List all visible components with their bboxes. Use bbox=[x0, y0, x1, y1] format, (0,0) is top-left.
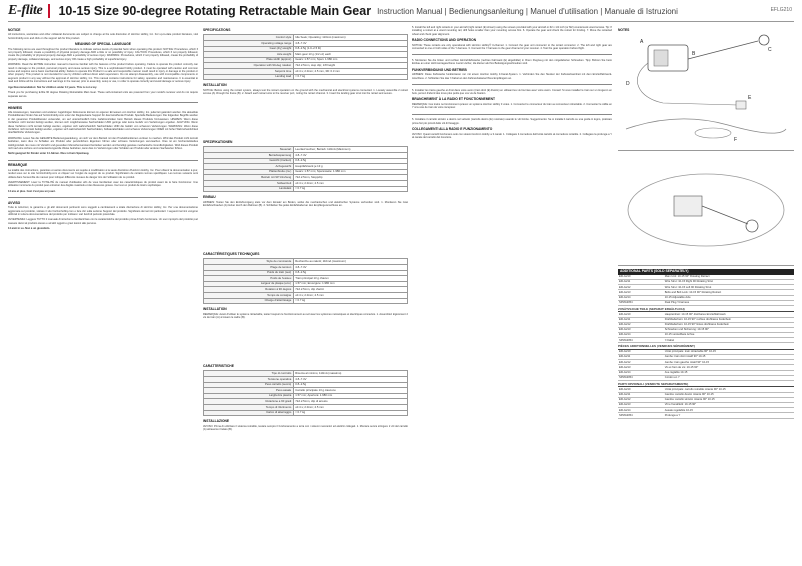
spec-value: 0.8–2.5g bbox=[293, 270, 407, 276]
spec-section-fr bbox=[203, 250, 408, 358]
header-rule bbox=[8, 21, 794, 22]
part-number: EFLG212 bbox=[618, 285, 664, 290]
notice-heading: NOTICE bbox=[8, 28, 21, 32]
spec-value: ≥0.4 s; 2.0mm; 4.5 mm bbox=[293, 180, 407, 186]
spec-value: ≥0.4 s; 2.0mm; 4.5 mm bbox=[293, 292, 407, 298]
part-description: Wire Strut: 10-15 Left 90 Rotating Strut bbox=[664, 285, 794, 290]
part-description: Unité principale: train rétractable 90° 10-15 bbox=[664, 350, 794, 355]
radio-text: NOTICE: These retracts are only operational with Horizon Hobby® 3-channel. 1. Connect the gear unit connector to the retract connector. 2. The left and right gear are connected to one or both sides of the Y-harness. 3. Connect the Y-harness to the gear channel of your receiver. 4. Test the gear operation before flight. bbox=[412, 43, 612, 51]
spec-value: ≈ 0.7 kg bbox=[293, 410, 407, 416]
spec-value: ≈ 0.7 kg bbox=[293, 74, 407, 80]
wing-outline bbox=[626, 119, 786, 133]
spec-label: Plage de tension bbox=[204, 265, 294, 271]
spec-label: Achsgewicht bbox=[204, 164, 294, 170]
column-illustrations-parts bbox=[618, 26, 794, 561]
spec-label: Operating voltage range bbox=[204, 41, 294, 47]
spec-label: Gewicht (trocken) bbox=[204, 158, 294, 164]
spec-label: Largeur de plaque (env.) bbox=[204, 281, 294, 287]
de-notice-text: Alle Anweisungen, Garantien und anderen zugehörigen Dokumente können im eigenen Ermessen von Horizon Hobby, Inc. jederzeit geändert werden. Die aktuellste Produktliteratur finden Sie auf horizonhobby.com unter der Registerkarte Support für das betreffende Produkt. Spezielle Bedeutungen: Die folgenden Begriffe werden in der gesamten Produktliteratur verwendet, um auf unterschiedlich hohe Gefahrenrisiken beim Betrieb dieses Produkts hinzuweisen. HINWEIS: Wenn diese Verfahren nicht korrekt befolgt werden, können sich möglicherweise Sachschäden UND geringe oder keine Gefahr von Verletzungen ergeben. ACHTUNG: Wenn diese Verfahren nicht korrekt befolgt werden, ergeben sich wahrscheinlich Sachschäden UND die Gefahr von schweren Verletzungen. WARNUNG: Wenn diese Verfahren nicht korrekt befolgt werden, ergeben sich wahrscheinlich Sachschäden, Kollateralschäden und schwere Verletzungen ODER mit hoher Wahrscheinlichkeit oberflächliche Verletzungen. bbox=[8, 110, 198, 135]
spec-value: Gears: 1.57 mm; Span: 1.980 mm bbox=[293, 57, 407, 63]
spec-label: Setpoint time bbox=[204, 68, 294, 74]
spec-label: Plattenbreite (ca.) bbox=[204, 169, 294, 175]
spec-value: Recherche au ralenti; 110mA (maximum) bbox=[293, 259, 407, 265]
parts-table-de bbox=[618, 312, 794, 343]
part-description: Cordon en Y bbox=[664, 375, 794, 380]
meaning-text: The following terms are used throughout the product literature to indicate various levels of potential harm when operating this product: NOTICE: Procedures, which if not properly followed, create a possibility of physical property damage AND a little or no possibility of injury. CAUTION: Procedures, which if not properly followed, create the probability of physical property damage AND a possibility of serious injury. WARNING: Procedures, which if not properly followed, create the probability of property damage, collateral damage, and serious injury OR create a high probability of superficial injury. bbox=[8, 47, 198, 61]
parts-row bbox=[618, 413, 794, 418]
spec-value: 4.8–7.4V bbox=[293, 265, 407, 271]
steps-it: 5. Installare il carrello sinistro e destro nel velivolo (carrello destro (E) mostrato) usando le viti fornite. Suggerimento: Se si installa il carrello su una guida in legno, praticare prima fori più piccoli delle viti di fissaggio. bbox=[412, 118, 612, 125]
spec-table bbox=[203, 146, 408, 192]
spec-label: Peso assale bbox=[204, 388, 294, 394]
spec-row bbox=[204, 410, 408, 416]
part-number: EFLG211 bbox=[618, 355, 664, 360]
spec-heading: SPEZIFIKATIONEN bbox=[203, 140, 233, 144]
part-description: Axe réglable 10-15 bbox=[664, 370, 794, 375]
spec-heading: CARACTÉRISTIQUES TECHNIQUES bbox=[203, 252, 260, 256]
spec-value: 72A 2.5mm, clip d'arrêt bbox=[293, 287, 407, 293]
spec-value: 4.8–7.4V bbox=[293, 153, 407, 159]
parts-row bbox=[618, 300, 794, 305]
notes-heading: NOTES bbox=[618, 28, 630, 32]
radio-heading-de: FUNKVERBINDUNG UND BETRIEB bbox=[412, 67, 467, 72]
it-notice-text: Tutte le istruzioni, le garanzie e gli altri documenti pertinenti sono soggetti a cambiamenti a totale discrezione di Horizon Hobby, Inc. Per una documentazione aggiornata sul prodotto, visitare il sito horizonhobby.com e fare clic sulla sezione Support del prodotto. Significato dei termini particolari: I seguenti termini vengono utilizzati in tutta la documentazione del prodotto per indicare i vari livelli di pericolo potenziale. bbox=[8, 206, 198, 217]
spec-value: 72A 2.5mm, stop clip; 1/8 height bbox=[293, 63, 407, 69]
part-description: Prolunga a Y bbox=[664, 413, 794, 418]
retract-mount-shape bbox=[674, 196, 702, 216]
spec-label: Gear (dry) weight bbox=[204, 46, 294, 52]
it-notice-heading: AVVISO bbox=[8, 200, 21, 205]
document-subtitle: Instruction Manual | Bedienungsanleitung | Manuel d'utilisation | Manuale di Istruzioni bbox=[377, 6, 678, 16]
part-description: Gamba: carrello destro rotante 90° 10-15 bbox=[664, 392, 794, 397]
part-description: Schrauben und Sicherung: 10-15 90° bbox=[664, 327, 794, 332]
install-text: HINWEIS: Testen Sie den Einfahrvorgang stets vor dem Einsatz am Boden, wobei die mechanischen und elektrischen Systeme verbunden sind. 1. Montieren Sie zwei Einfahrschrauben (A) locker durch den Rahmen (B). 2. Schließen Sie jedes Einfahrkabel an den Empfängeranschluss an. bbox=[203, 200, 408, 207]
exploded-view-drawing bbox=[618, 33, 794, 151]
spec-label: Style de commande bbox=[204, 259, 294, 265]
install-heading: INSTALLATION bbox=[203, 307, 227, 312]
radio-heading-fr: BRANCHEMENT À LA RADIO ET FONCTIONNEMENT bbox=[412, 97, 496, 102]
document-title: 10-15 Size 90-degree Rotating Retractable Main Gear bbox=[58, 4, 372, 18]
radio-text-fr: REMARQUE: Ces trains ne fonctionnent qu'avec un système Horizon Hobby 3 voies. 1. Connectez le connecteur du train au connecteur rétractable. 2. Connectez le câble en Y à la voie de train de votre récepteur. bbox=[412, 102, 612, 110]
thanks-text: Thank you for purchasing E-flite 90 degree Rotating Retractable Main Gear. These self-contained units are powered from your model's receiver and do not require separate servos. bbox=[8, 91, 198, 98]
divider bbox=[8, 160, 198, 161]
spec-label: Steuerart bbox=[204, 147, 294, 153]
parts-heading-it: PARTI OPZIONALI (VENDUTE SEPARATAMENTE) bbox=[618, 383, 794, 387]
spec-value: Hauptfahrwerk je 13 g bbox=[293, 164, 407, 170]
radio-text-it: AVVISO: Questi carrelli funzionano solo con sistemi Horizon Hobby a 3 canali. 1. Collegare il connettore dell'unità carrello al connettore retrattile. 2. Collegare la prolunga a Y al canale del carrello del ricevitore. bbox=[412, 132, 612, 139]
spec-value: ≈ 0.7 kg bbox=[293, 298, 407, 304]
install-heading: INSTALLAZIONE bbox=[203, 419, 230, 424]
part-number: EFLG214 bbox=[618, 370, 664, 375]
de-age: Nicht geeignet für Kinder unter 14 Jahren. Dies ist kein Spielzeug. bbox=[8, 152, 90, 156]
part-description: 10-15 verstellbare Achse bbox=[664, 333, 794, 338]
part-number: EFLG210 bbox=[618, 275, 664, 280]
part-description: Assale regolabile 10-15 bbox=[664, 408, 794, 413]
divider bbox=[412, 84, 612, 85]
steps-fr: 5. Installez les trains gauche et droit dans votre avion (train droit (E) illustré) en utilisant les vis fournies avec votre avion. Conseil: Si vous installez le train sur un longeron en bois, percez d'abord des trous plus petits que vos vis de fixation. bbox=[412, 88, 612, 96]
spec-label: Betriebsspannung bbox=[204, 153, 294, 159]
fr-age: 14 ans et plus. Ceci n'est pas un jouet. bbox=[8, 189, 56, 193]
spec-label: Landing load bbox=[204, 74, 294, 80]
part-description: Viti e frenafiletti: 10-15 90° bbox=[664, 402, 794, 407]
part-description: Jambe: train gauche rotatif 90° 10-15 bbox=[664, 360, 794, 365]
spec-value: 72A 2.5mm, Stoppclip bbox=[293, 175, 407, 181]
spec-value: 0.8–2.5g (1.0–2.5 lb) bbox=[293, 46, 407, 52]
spec-value: ≈ 0.7 kg bbox=[293, 186, 407, 192]
install-text: AVVISO: Prima di utilizzare il sistema retrattile, testare sempre il funzionamento a terra con i sistemi meccanici ed elettrici collegati. 1. Montare senza stringere 2 viti del carrello (A) attraverso il telaio (B). bbox=[203, 424, 408, 431]
column-warnings bbox=[8, 26, 198, 561]
divider bbox=[412, 114, 612, 115]
strut-line bbox=[688, 41, 758, 59]
install-heading: INSTALLATION bbox=[203, 83, 227, 88]
parts-table-en bbox=[618, 275, 794, 306]
part-number: SPMA3054 bbox=[618, 300, 664, 305]
illustration-installed-view bbox=[618, 154, 794, 266]
callout-f: F bbox=[734, 137, 738, 144]
spec-value: Ricerca al minimo; 110mA (massimo) bbox=[293, 371, 407, 377]
part-description: Haupteinheit: 10-15 90° drehbares Einziehfahrwerk bbox=[664, 312, 794, 317]
it-warning-text: AVVERTENZA: Leggere TUTTO il manuale di istruzioni e familiarizzare con le caratteristiche del prodotto prima di farlo funzionare. Un uso improprio del prodotto può causare danni al prodotto stesso e ad altri oggetti e gravi lesioni alle persone. bbox=[8, 218, 198, 225]
fr-notice-text: La totalité des instructions, garanties et autres documents est sujette à modification à la seule discrétion d'Horizon Hobby, Inc. Pour obtenir la documentation à jour, rendez-vous sur le site horizonhobby.com et cliquez sur l'onglet de support de ce produit. Signification de certains termes spécifiques: Les termes suivants sont utilisés dans l'ensemble du manuel pour indiquer différents niveaux de danger lors de l'utilisation de ce produit. bbox=[8, 168, 198, 179]
part-number: EFLG211 bbox=[618, 280, 664, 285]
callout-b: B bbox=[692, 51, 696, 58]
part-description: Main Unit: 10-15 90° Rotating Retract bbox=[664, 275, 794, 280]
spec-label: Rotazione a 90 gradi bbox=[204, 399, 294, 405]
part-number: SPMA3054 bbox=[618, 375, 664, 380]
spec-label: Larghezza piastra bbox=[204, 393, 294, 399]
spec-label: Carico di atterraggio bbox=[204, 410, 294, 416]
de-warning-text: WARNUNG: Lesen Sie die GESAMTE Bedienungsanleitung, um sich vor dem Betrieb mit den Produktfunktionen vertraut zu machen. Wird das Produkt nicht korrekt betrieben, kann dies zu Schäden am Produkt oder persönlichem Eigentum führen oder schwere Verletzungen verursachen. Dies ist ein hochentwickeltes Hobbyprodukt. Es muss mit Vorsicht und gesundem Menschenverstand betrieben werden und benötigt gewisse mechanische Grundfertigkeiten. Wird dieses Produkt nicht auf eine sichere und verantwortungsvolle Weise betrieben, kann dies zu Verletzungen oder Schäden am Produkt oder anderen Sachwerten führen. bbox=[8, 136, 198, 150]
spec-label: Landelast bbox=[204, 186, 294, 192]
spec-value: Train principal 13 g chacun bbox=[293, 276, 407, 282]
spec-heading: CARATTERISTICHE bbox=[203, 364, 234, 368]
installed-wheel-shape bbox=[746, 220, 758, 232]
retract-motor-shape bbox=[654, 50, 668, 66]
part-description: Wire Strut: 10-15 Right 90 Rotating Strut bbox=[664, 280, 794, 285]
part-description: Bolts and Bolt Lock: 10-15 90° Rotating Retract bbox=[664, 290, 794, 295]
part-description: Jambe: train droit rotatif 90° 10-15 bbox=[664, 355, 794, 360]
spec-value: Idle Seek; Operating: 110mA (maximum) bbox=[293, 35, 407, 41]
brand-logo: E-flite bbox=[8, 3, 43, 18]
wheel-shape bbox=[759, 35, 769, 45]
wheel-well-shape bbox=[695, 128, 731, 138]
spec-value: 72A 2.5mm, clip di arresto bbox=[293, 399, 407, 405]
spec-label: Plate width (approx) bbox=[204, 57, 294, 63]
spec-value: 0.8–2.5g bbox=[293, 158, 407, 164]
install-text: NOTICE: Before using the retract system, always test the retract operation on the ground with the mechanical and electrical systems connected. 1. Loosely assemble 2 retract screws (A) through the frame (B). 2. Attach each retract wire to the receiver port, noting the retract channel. 3. Insert the landing gear strut into the retract and secure. bbox=[203, 88, 408, 95]
radio-heading: RADIO CONNECTIONS AND OPERATION bbox=[412, 38, 477, 43]
spec-label: Rotation à 90 degrés bbox=[204, 287, 294, 293]
spec-label: Sollwertzeit bbox=[204, 180, 294, 186]
spec-label: Temps de consigne bbox=[204, 292, 294, 298]
installed-strut-line bbox=[702, 206, 748, 224]
part-number: EFLG210 bbox=[618, 387, 664, 392]
spec-value: 1.57 mm; Apertura: 1.980 mm bbox=[293, 393, 407, 399]
spec-label: Control style bbox=[204, 35, 294, 41]
fr-notice-heading: REMARQUE bbox=[8, 163, 28, 168]
part-number: EFLG213 bbox=[618, 365, 664, 370]
spec-label: Betrieb mit 90°-Drehung bbox=[204, 175, 294, 181]
connector-shape bbox=[736, 101, 746, 109]
part-number: EFLG214 bbox=[618, 333, 664, 338]
spec-value: ≥0.4 s; 2.0mm; 4.5 mm bbox=[293, 404, 407, 410]
divider bbox=[8, 197, 198, 198]
spec-value: Carrello principale 13 g ciascuno bbox=[293, 388, 407, 394]
part-number: EFLG212 bbox=[618, 397, 664, 402]
part-number: EFLG213 bbox=[618, 402, 664, 407]
divider bbox=[412, 54, 612, 55]
install-heading: EINBAU bbox=[203, 195, 216, 200]
part-number: SPMA3054 bbox=[618, 413, 664, 418]
spec-label: Axle weight bbox=[204, 52, 294, 58]
parts-table-it bbox=[618, 387, 794, 418]
spec-value: Gears: 1.57 mm; Spannweite: 1.980 mm bbox=[293, 169, 407, 175]
part-number: EFLG211 bbox=[618, 392, 664, 397]
warning-text: WARNING: Read the ENTIRE instruction manual to become familiar with the features of the product before operating. Failure to operate the product correctly can result in damage to the product, personal property and cause serious injury. This is a sophisticated hobby product. It must be operated with caution and common sense and requires some basic mechanical ability. Failure to operate this Product in a safe and responsible manner could result in injury or damage to the product or other property. This product is not intended for use by children without direct adult supervision. Do not attempt disassembly, use with incompatible components or augment product in any way without the approval of Horizon Hobby, Inc. This manual contains instructions for safety, operation and maintenance. It is essential to read and follow all the instructions and warnings in the manual, prior to assembly, setup or use, in order to operate correctly and avoid damage or serious injury. bbox=[8, 63, 198, 84]
column-installation bbox=[412, 26, 612, 561]
parts-heading-fr: PIÈCES ADDITIONNELLES (VENDUES SÉPARÉMENT) bbox=[618, 345, 794, 349]
radio-text-de: HINWEIS: Diese Fahrwerke funktionieren nur mit einem Horizon Hobby 3-Kanal-System. 1. Verbinden Sie den Stecker der Fahrwerkseinheit mit dem Einziehfahrwerk-Anschluss. 2. Schließen Sie das Y-Kabel an den Fahrwerkskanal Ihres Empfängers an. bbox=[412, 73, 612, 80]
spec-table bbox=[203, 34, 408, 80]
spec-section-en bbox=[203, 26, 408, 134]
spec-value: 4.8–7.4V bbox=[293, 41, 407, 47]
part-description: Unità principale: carrello retrattile rotante 90° 10-15 bbox=[664, 387, 794, 392]
notice-text: All instructions, warranties and other collateral documents are subject to change at the sole discretion of Horizon Hobby, Inc. For up-to-date product literature, visit horizonhobby.com and click on the support tab for this product. bbox=[8, 33, 198, 40]
part-number: EFLG214 bbox=[618, 408, 664, 413]
spec-value: 4.8–7.4V bbox=[293, 377, 407, 383]
parts-heading-de: ZUSÄTZLICHE TEILE (SEPARAT ERHÄLTLICH) bbox=[618, 308, 794, 312]
spec-label: Poids de l'essieu bbox=[204, 276, 294, 282]
spec-label: Peso carrello (secco) bbox=[204, 382, 294, 388]
part-description: Y-Kabel bbox=[664, 338, 794, 343]
spec-table bbox=[203, 370, 408, 416]
spec-row bbox=[204, 186, 408, 192]
spec-row bbox=[204, 298, 408, 304]
fuselage-outline bbox=[628, 174, 784, 246]
parts-row bbox=[618, 375, 794, 380]
part-number: EFLG214 bbox=[618, 295, 664, 300]
de-notice-heading: HINWEIS bbox=[8, 105, 23, 110]
part-description: Gamba: carrello sinistro rotante 90° 10-15 bbox=[664, 397, 794, 402]
part-description: Drahtfederbein: 10-15 90° linkes drehbares Federbein bbox=[664, 322, 794, 327]
it-age: 14 anni in su. Non è un giocattolo. bbox=[8, 227, 51, 231]
spec-value: Main gear 13 g (1/2 oz) each bbox=[293, 52, 407, 58]
parts-row bbox=[618, 338, 794, 343]
illustration-exploded-view bbox=[618, 33, 794, 151]
spec-label: Poids du train (sec) bbox=[204, 270, 294, 276]
column-specifications bbox=[203, 26, 408, 561]
spec-heading: SPECIFICATIONS bbox=[203, 28, 231, 32]
spec-section-it bbox=[203, 362, 408, 470]
spec-table bbox=[203, 258, 408, 304]
part-description: Dual Plug Y-harness bbox=[664, 300, 794, 305]
part-description: Vis et frein de vis: 10-15 90° bbox=[664, 365, 794, 370]
divider bbox=[8, 102, 198, 103]
part-number: EFLG213 bbox=[618, 290, 664, 295]
install-text: REMARQUE: Avant d'utiliser le système rétractable, testez toujours le fonctionnement au sol avec les systèmes mécaniques et électriques connectés. 1. Assemblez légèrement 2 vis de train (A) à travers le cadre (B). bbox=[203, 312, 408, 319]
callout-d: D bbox=[626, 81, 630, 88]
logo-divider bbox=[48, 4, 50, 18]
steps-de: 5. Montieren Sie die linken und rechten Einziehfahrwerke (rechtes Fahrwerk (E) abgebildet) in Ihrem Flugzeug mit den mitgelieferten Schrauben. Tipp: Bohren Sie beim Einbau an einer Holzmontageschiene zuerst Löcher, die kleiner als Ihre Befestigungsschrauben sind. bbox=[412, 59, 612, 66]
spec-value: 0.8–2.5g bbox=[293, 382, 407, 388]
part-number: EFLG210 bbox=[618, 350, 664, 355]
steps-en: 5. Install the left and right retracts in your aircraft (right retract (E) shown) using the screws provided with your aircraft or #2 x 1/2 inch (or M2) countersunk wood screws. Tip: If installing a retract at a wood mounting rail, drill holes smaller than your mounting screws first. 6. Operate the gear and check the retract for binding. 7. Move the retracted wheel and check gear alignment. bbox=[412, 26, 612, 36]
radio-heading-it: COLLEGAMENTI ALLA RADIO E FUNZIONAMENTO bbox=[412, 127, 493, 132]
spec-row bbox=[204, 74, 408, 80]
callout-c: C bbox=[768, 47, 772, 54]
callout-a: A bbox=[640, 39, 644, 46]
page-header bbox=[0, 0, 802, 22]
spec-label: Operation with 90-deg rotation bbox=[204, 63, 294, 69]
installed-view-drawing bbox=[618, 154, 794, 266]
spec-label: Tensione operativa bbox=[204, 377, 294, 383]
spec-label: Charge d'atterrissage bbox=[204, 298, 294, 304]
part-number: EFLG212 bbox=[618, 322, 664, 327]
document-code: EFLG210 bbox=[770, 7, 792, 13]
spec-value: ≥0.4 s; 2.0mm; 4.5 mm, 3D: 0.3 mm bbox=[293, 68, 407, 74]
meaning-heading: MEANING OF SPECIAL LANGUAGE bbox=[75, 42, 131, 47]
part-number: EFLG211 bbox=[618, 317, 664, 322]
parts-heading: ADDITIONAL PARTS (SOLD SEPARATELY) bbox=[618, 269, 794, 274]
spec-section-de bbox=[203, 138, 408, 246]
part-number: SPMA3054 bbox=[618, 338, 664, 343]
part-number: EFLG212 bbox=[618, 360, 664, 365]
fr-warning-text: AVERTISSEMENT: Lisez la TOTALITÉ du manuel d'utilisation afin de vous familiariser avec les caractéristiques du produit avant de le faire fonctionner. Une utilisation incorrecte du produit peut entraîner des dégâts matériels et des blessures graves. Ceci est un produit de loisirs sophistiqué. bbox=[8, 181, 198, 188]
age-recommendation: Age Recommendation: Not for children under 14 years. This is not a toy. bbox=[8, 85, 98, 89]
part-description: 10-15 Adjustable Axle bbox=[664, 295, 794, 300]
spec-value: 1.57 mm; Envergure: 1.980 mm bbox=[293, 281, 407, 287]
parts-table-fr bbox=[618, 350, 794, 381]
part-number: EFLG210 bbox=[618, 312, 664, 317]
spec-value: Leerlauf suchen; Betrieb: 110mA (Maximum) bbox=[293, 147, 407, 153]
spec-label: Tempo di riferimento bbox=[204, 404, 294, 410]
callout-e: E bbox=[748, 95, 752, 102]
part-description: Drahtfederbein: 10-15 90° rechtes drehbares Federbein bbox=[664, 317, 794, 322]
spec-label: Tipo di controllo bbox=[204, 371, 294, 377]
part-number: EFLG213 bbox=[618, 327, 664, 332]
